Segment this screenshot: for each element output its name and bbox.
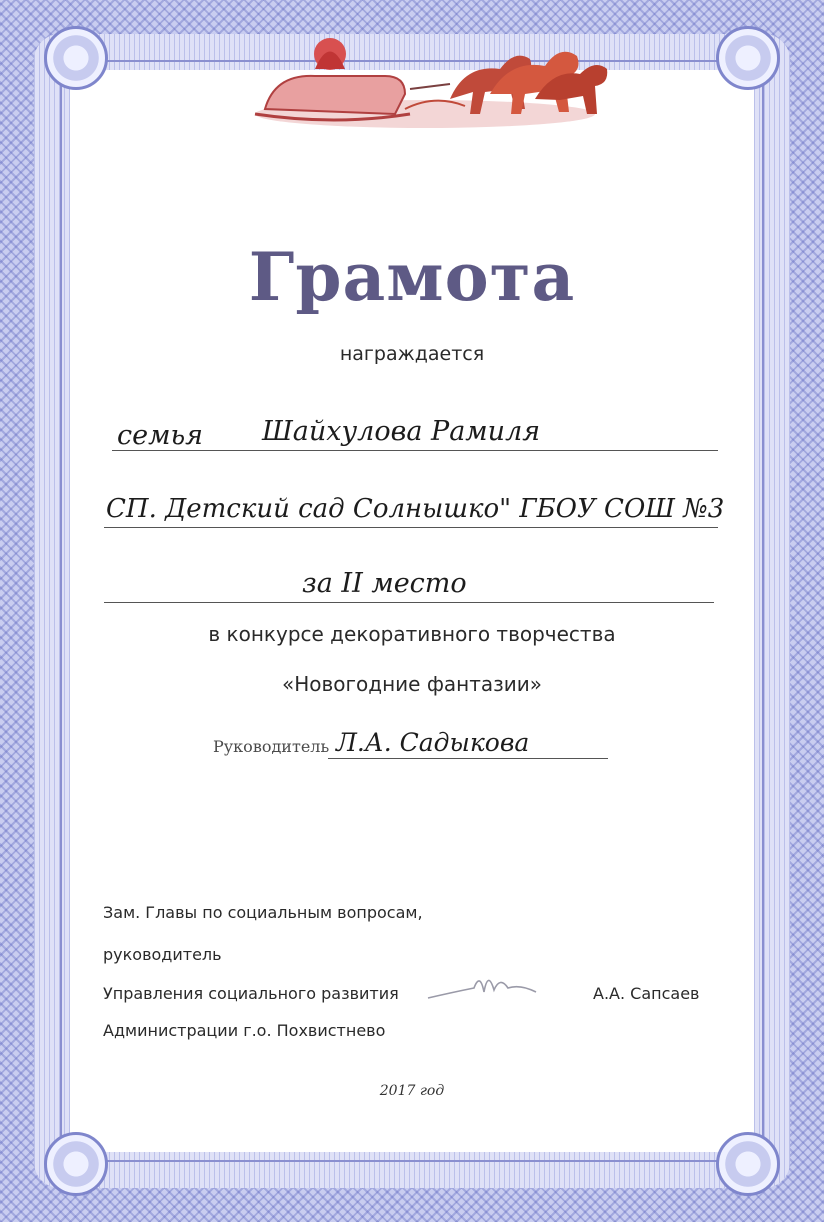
signatory-position-line4: Администрации г.о. Похвистнево bbox=[103, 1021, 386, 1040]
leader-name: Л.А. Садыкова bbox=[336, 728, 530, 757]
corner-ornament-top-right bbox=[716, 26, 780, 90]
leader-underline bbox=[328, 758, 608, 759]
organization-underline bbox=[104, 527, 718, 528]
awarded-label: награждается bbox=[339, 343, 485, 365]
signatory-position-line3: Управления социального развития bbox=[103, 984, 399, 1003]
contest-name: «Новогодние фантазии» bbox=[281, 672, 543, 696]
contest-description: в конкурсе декоративного творчества bbox=[208, 622, 616, 646]
recipient-organization: СП. Детский сад Солнышко" ГБОУ СОШ №3 bbox=[106, 494, 725, 524]
certificate-year: 2017 год bbox=[379, 1083, 445, 1099]
certificate-title: Грамота bbox=[248, 238, 576, 316]
corner-ornament-bottom-left bbox=[44, 1132, 108, 1196]
signatory-name: А.А. Сапсаев bbox=[593, 984, 700, 1003]
place-underline bbox=[104, 602, 714, 603]
handwritten-signature bbox=[424, 962, 540, 1008]
corner-ornament-top-left bbox=[44, 26, 108, 90]
leader-label: Руководитель bbox=[213, 737, 330, 756]
recipient-prefix: семья bbox=[117, 420, 204, 451]
award-place: за II место bbox=[302, 568, 467, 599]
signatory-position-line1: Зам. Главы по социальным вопросам, bbox=[103, 903, 423, 922]
signatory-position-line2: руководитель bbox=[103, 945, 222, 964]
recipient-name: Шайхулова Рамиля bbox=[262, 416, 541, 447]
troika-sleigh-illustration bbox=[235, 14, 615, 134]
corner-ornament-bottom-right bbox=[716, 1132, 780, 1196]
